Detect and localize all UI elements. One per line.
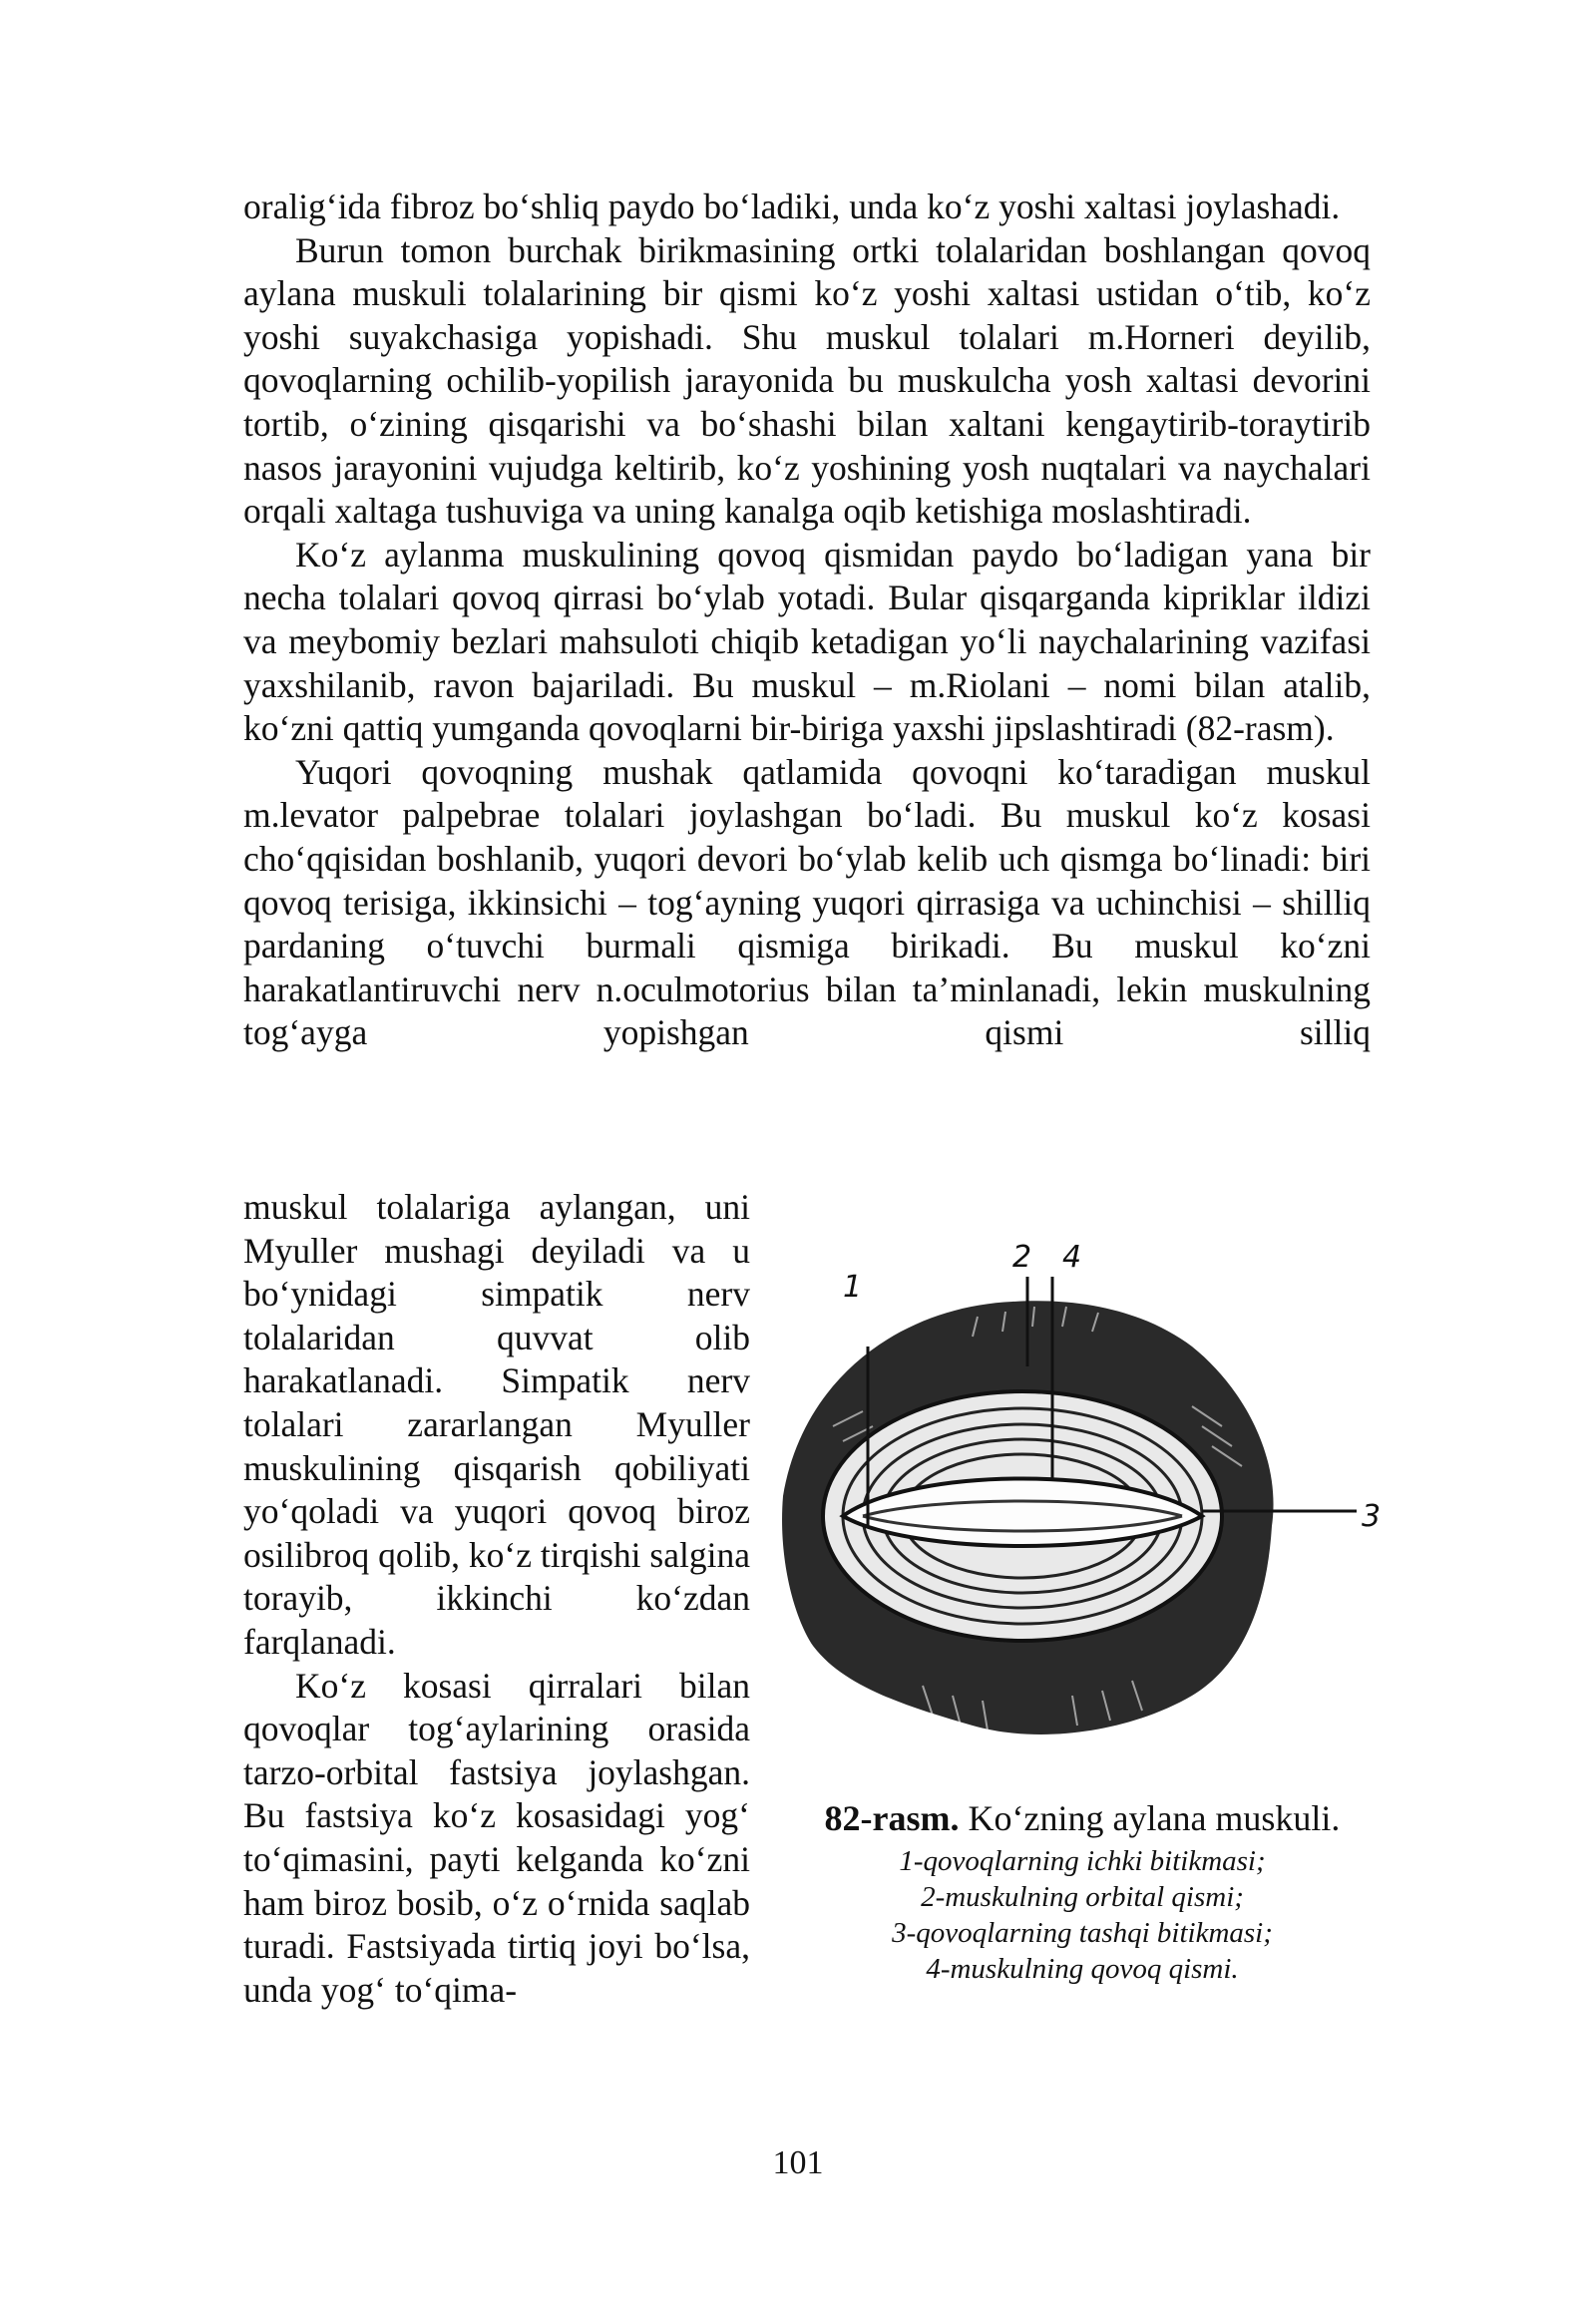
figure-number: 82-rasm. bbox=[824, 1798, 960, 1838]
legend-item-2: 2-muskulning orbital qismi; bbox=[921, 1881, 1244, 1913]
label-1: 1 bbox=[843, 1270, 863, 1305]
paragraph-2 bbox=[243, 229, 1371, 534]
paragraph-1: oralig‘ida fibroz bo‘shliq paydo bo‘ladiki, unda ko‘z yoshi xaltasi joylashadi. bbox=[243, 187, 1341, 226]
left-column-text bbox=[243, 1186, 750, 2012]
paragraph-2-text: Burun tomon burchak birikmasining ortki tolalaridan boshlangan qovoq aylana muskuli tolalarining bir qismi ko‘z yoshi xaltasi ustidan o‘tib, ko‘z yoshi suyakchasiga yopishadi. Shu muskul tolalari m.Horneri deyilib, qovoqlarning ochilib-yopilish jarayonida bu muskulcha yosh xaltasi devorini tortib, o‘zining qisqarishi va bo‘shashi bilan xaltani kengaytirib-toraytirib nasos jarayonini vujudga keltirib, ko‘z yoshining yosh nuqtalari va naychalari orqali xaltaga tushuviga va uning kanalga oqib ketishiga moslashtiradi. bbox=[243, 229, 1371, 532]
figure-legend bbox=[768, 1843, 1396, 1987]
figure-82-eye-muscle bbox=[773, 1227, 1392, 1785]
label-2: 2 bbox=[1012, 1240, 1032, 1275]
paragraph-4-text: Yuqori qovoqning mushak qatlamida qovoqni ko‘taradigan muskul m.levator palpebrae tolalari joylashgan bo‘ladi. Bu muskul ko‘z kosasi cho‘qqisidan boshlanib, yuqori devori bo‘ylab kelib uch qismga bo‘linadi: biri qovoq terisiga, ikkinsichi – tog‘ayning yuqori qirrasiga va uchinchisi – shilliq pardaning o‘tuvchi burmali qismiga birikadi. Bu muskul ko‘zni harakatlantiruvchi nerv n.oculmotorius bilan ta’minlanadi, lekin muskulning tog‘ayga yopishgan qismi silliq bbox=[243, 751, 1371, 1053]
figure-caption bbox=[768, 1797, 1396, 1839]
eye-muscle-illustration bbox=[773, 1227, 1392, 1785]
paragraph-3 bbox=[243, 534, 1371, 751]
label-4: 4 bbox=[1062, 1240, 1082, 1275]
page-number: 101 bbox=[772, 2144, 824, 2181]
label-3: 3 bbox=[1362, 1499, 1382, 1534]
paragraph-5: muskul tolalariga aylangan, uni Myuller mushagi deyiladi va u bo‘ynidagi simpatik nerv tolalaridan quvvat olib harakatlanadi. Simpatik nerv tolalari zararlangan Myuller muskulining qisqarish qobiliyati yo‘qoladi va yuqori qovoq biroz osilibroq qolib, ko‘z tirqishi salgina torayib, ikkinchi ko‘zdan farqlanadi. bbox=[243, 1187, 750, 1662]
legend-item-3: 3-qovoqlarning tashqi bitikmasi; bbox=[892, 1917, 1273, 1949]
paragraph-6-text: Ko‘z kosasi qirralari bilan qovoqlar tog‘aylarining orasida tarzo-orbital fastsiya joylashgan. Bu fastsiya ko‘z kosasidagi yog‘ to‘qimasini, payti kelganda ko‘zni ham biroz bosib, o‘z o‘rnida saqlab turadi. Fastsiyada tirtiq joyi bo‘lsa, unda yog‘ to‘qima- bbox=[243, 1665, 750, 2010]
full-width-text bbox=[243, 186, 1371, 1055]
legend-item-4: 4-muskulning qovoq qismi. bbox=[926, 1953, 1239, 1985]
figure-title: Ko‘zning aylana muskuli. bbox=[968, 1798, 1341, 1838]
paragraph-4 bbox=[243, 751, 1371, 1055]
legend-item-1: 1-qovoqlarning ichki bitikmasi; bbox=[899, 1845, 1266, 1877]
paragraph-3-text: Ko‘z aylanma muskulining qovoq qismidan paydo bo‘ladigan yana bir necha tolalari qovoq qirrasi bo‘ylab yotadi. Bular qisqarganda kipriklar ildizi va meybomiy bezlari mahsuloti chiqib ketadigan yo‘li naychalarining vazifasi yaxshilanib, ravon bajariladi. Bu muskul – m.Riolani – nomi bilan atalib, ko‘zni qattiq yumganda qovoqlarni bir-biriga yaxshi jipslashtiradi (82-rasm). bbox=[243, 534, 1371, 749]
paragraph-6 bbox=[243, 1665, 750, 2013]
